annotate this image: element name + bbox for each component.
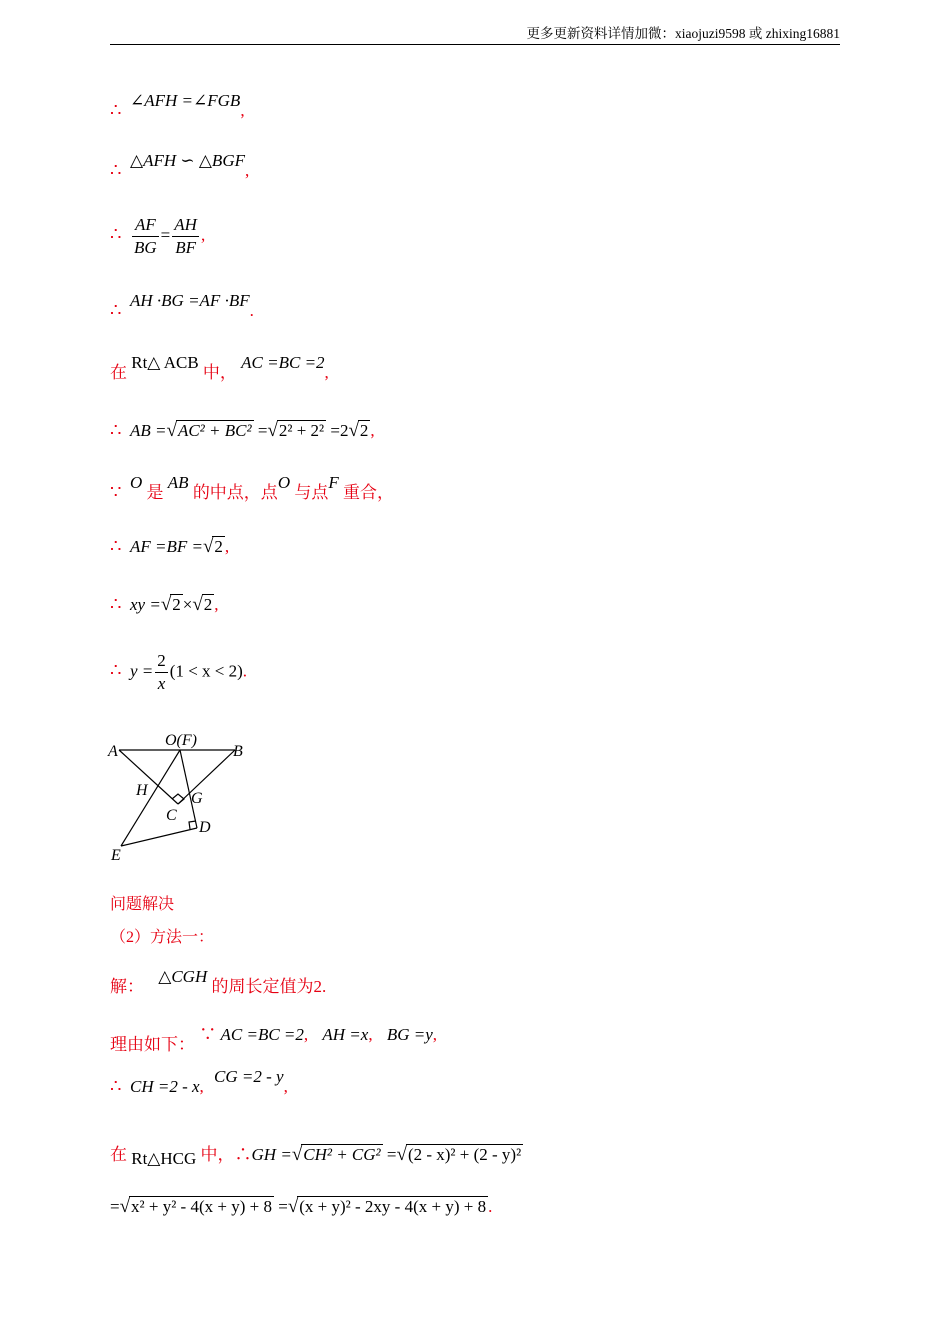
label-g: G xyxy=(191,790,203,807)
fraction-ah-bf: $\frac{AH}{BF}$ xyxy=(174,215,197,257)
step-proportion: ∴ $\frac{AF}{BG}$ = $\frac{AH}{BF}$ , xyxy=(110,215,206,257)
triangle-acb: Rt△ ACB xyxy=(131,353,199,372)
section-problem: 问题解决 xyxy=(110,896,175,913)
fraction-2-x: $\frac{2}{x}$ xyxy=(157,651,166,693)
sqrt-ac-bc: AC² + BC² xyxy=(177,421,252,440)
label-h: H xyxy=(136,782,148,799)
label-a: A xyxy=(108,743,118,760)
therefore-symbol: ∴ xyxy=(110,660,122,681)
geometry-figure xyxy=(105,728,255,868)
therefore-symbol: ∴ xyxy=(110,594,122,614)
ch-cg-line: ∴ CH =2 - x, CG =2 - y, xyxy=(110,1067,288,1096)
step-af-bf: ∴ AF =BF =√2 , xyxy=(110,536,230,557)
label-c: C xyxy=(166,807,177,824)
solution-statement: 解： △CGH 的周长定值为2. xyxy=(110,967,327,996)
expansion-line: =√x² + y² - 4(x + y) + 8 =√(x + y)² - 2xy - 4(x + y) + 8 . xyxy=(110,1196,493,1217)
label-of: O(F) xyxy=(165,732,197,749)
step-midpoint: ∵ O 是 AB 的中点，点O 与点F 重合， xyxy=(110,473,394,502)
fraction-af-bg: $\frac{AF}{BG}$ xyxy=(134,215,157,257)
label-b: B xyxy=(233,743,243,760)
step-angle-equal: ∴ ∠AFH =∠FGB, xyxy=(110,91,245,120)
step-right-triangle: 在 Rt△ ACB 中， AC =BC =2, xyxy=(110,353,329,382)
because-symbol: ∵ xyxy=(199,1025,217,1044)
header-text: 更多更新资料详情加微：xiaojuzi9598 或 zhixing16881 xyxy=(526,26,840,41)
side-equation: AC =BC =2 xyxy=(241,353,325,372)
page-header xyxy=(110,26,840,45)
sqrt-2-2: 2² + 2² xyxy=(278,421,325,440)
gh-line: 在 Rt△HCG 中，∴GH =√CH² + CG² =√(2 - x)² + (2 - y)² xyxy=(110,1144,522,1168)
therefore-symbol: ∴ xyxy=(110,536,122,556)
step-hypotenuse: ∴ AB =√AC² + BC² =√2² + 2² =2√2 , xyxy=(110,420,375,441)
domain-range: (1 < x < 2) xyxy=(169,661,243,681)
therefore-symbol: ∴ xyxy=(110,100,122,120)
angle-equation: ∠AFH =∠FGB xyxy=(130,91,241,110)
step-similar-triangles: ∴ △AFH ∽ △BGF, xyxy=(110,151,250,180)
step-product: ∴ AH ·BG =AF ·BF. xyxy=(110,291,254,320)
therefore-symbol: ∴ xyxy=(110,224,122,245)
reason-line: 理由如下： ∵ AC =BC =2, AH =x, BG =y, xyxy=(110,1025,438,1054)
product-equation: AH ·BG =AF ·BF xyxy=(130,291,250,310)
section-method: （2）方法一： xyxy=(110,929,215,946)
therefore-symbol: ∴ xyxy=(110,420,122,440)
therefore-symbol: ∴ xyxy=(110,300,122,320)
therefore-symbol: ∴ xyxy=(110,160,122,180)
step-function: ∴ y = $\frac{2}{x}$ (1 < x < 2). xyxy=(110,651,248,693)
label-e: E xyxy=(111,847,121,864)
step-xy: ∴ xy =√2 ×√2 , xyxy=(110,594,219,615)
similarity-statement: △AFH ∽ △BGF xyxy=(130,151,245,170)
label-d: D xyxy=(199,819,211,836)
triangle-cgh: △CGH xyxy=(158,967,208,986)
because-symbol: ∵ xyxy=(110,482,122,502)
therefore-symbol: ∴ xyxy=(110,1076,122,1096)
